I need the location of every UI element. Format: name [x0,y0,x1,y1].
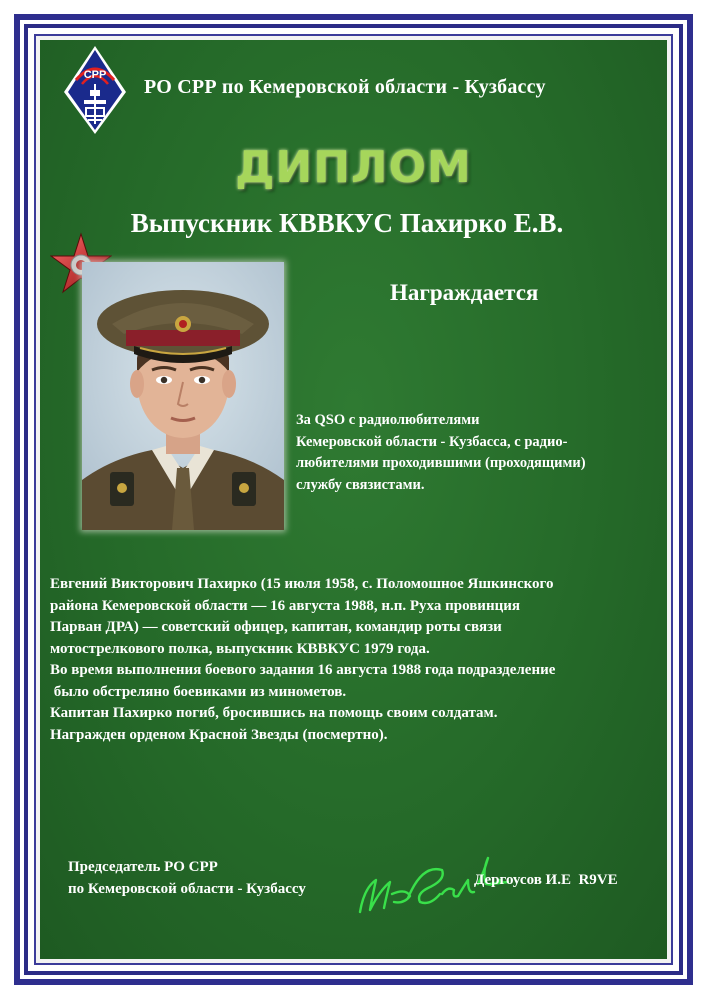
biography-line: Евгений Викторович Пахирко (15 июля 1958, с. Поломошное Яшкинского [50,576,554,592]
radio-union-logo-icon [62,44,128,136]
award-reason [296,410,662,496]
biography-line: было обстреляно боевиками из минометов. [50,683,347,700]
biography-line: района Кемеровской области — 16 августа 1988, н.п. Руха провинция [50,597,520,614]
award-reason-line: Кемеровской области - Кузбасса, с радио- [296,433,568,450]
diploma-subtitle: Выпускник КВВКУС Пахирко Е.В. [130,208,564,238]
biography [50,574,660,746]
biography-line: Капитан Пахирко погиб, бросившись на помощь своим солдатам. [50,705,498,721]
biography-line: мотострелкового полка, выпускник КВВКУС 1979 года. [50,640,430,657]
signatory-title-line: по Кемеровской области - Кузбассу [68,881,306,897]
officer-portrait-image [82,262,284,530]
award-reason-line: любителями проходившими (проходящими) [296,455,586,471]
signatory-title-line: Председатель РО СРР [68,859,218,875]
awarded-heading: Награждается [390,280,539,305]
diploma-title: ДИПЛОМ [235,142,472,193]
biography-line: Парван ДРА) — советский офицер, капитан, командир роты связи [50,619,502,635]
biography-line: Во время выполнения боевого задания 16 августа 1988 года подразделение [50,662,556,678]
signatory-name: Дергоусов И.Е R9VE [474,872,618,888]
biography-line: Награжден орденом Красной Звезды (посмертно). [50,726,388,743]
award-reason-line: службу связистами. [296,476,425,493]
organization-name: РО СРР по Кемеровской области - Кузбассу [144,76,546,98]
signatory-title [68,856,306,900]
award-reason-line: За QSO с радиолюбителями [296,412,480,428]
logo-text: CPP [83,69,107,81]
diploma-panel [40,40,667,959]
